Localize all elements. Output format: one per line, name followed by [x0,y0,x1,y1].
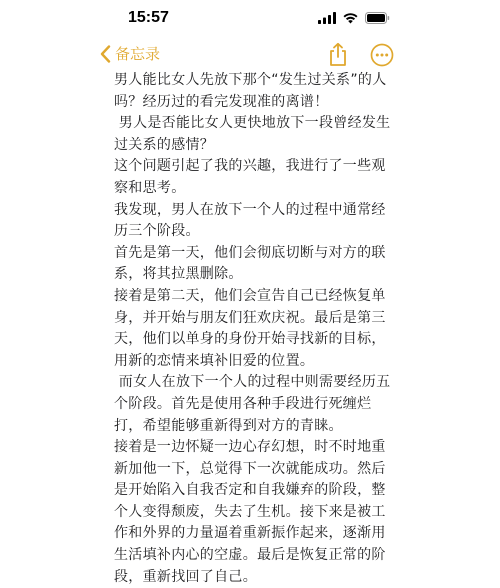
note-paragraph: 男人是否能比女人更快地放下一段曾经发生过关系的感情？ [114,115,391,153]
status-bar [0,0,500,40]
note-paragraph-title: 男人能比女人先放下那个“发生过关系”的人吗？经历过的看完发现准的离谱！ [114,72,387,110]
note-paragraph: 这个问题引起了我的兴趣，我进行了一些观察和思考。 [114,158,386,196]
note-paragraph: 接着是第二天，他们会宣告自己已经恢复单身，并开始与朋友们狂欢庆祝。最后是第三天，他们以单身的身份开始寻找新的目标，用新的恋情来填补旧爱的位置。 [114,287,386,369]
back-label: 备忘录 [115,45,161,63]
status-time: 15:57 [128,9,169,26]
note-paragraph: 我发现，男人在放下一个人的过程中通常经历三个阶段。 [114,201,386,240]
note-paragraph: 而女人在放下一个人的过程中则需要经历五个阶段。首先是使用各种手段进行死缠烂打，希望能够重新得到对方的青睐。 [114,374,391,434]
more-icon [370,43,394,67]
share-button[interactable] [327,42,349,68]
chevron-left-icon [100,45,111,63]
wifi-icon [342,12,359,24]
note-body[interactable] [114,70,397,588]
note-paragraph: 接着是一边怀疑一边心存幻想，时不时地重新加他一下，总觉得下一次就能成功。然后是开始陷入自我否定和自我嫌弃的阶段，整个人变得颓废，失去了生机。接下来是被工作和外界的力量逼着重新振作起来，逐渐用生活填补内心的空虚。最后是恢复正常的阶段，重新找回了自己。 [114,439,386,585]
battery-icon [365,12,390,24]
back-button[interactable] [100,44,160,64]
status-icons [318,12,390,24]
signal-icon [318,12,336,24]
note-paragraph: 首先是第一天，他们会彻底切断与对方的联系，将其拉黑删除。 [114,244,386,283]
share-icon [327,42,349,68]
more-button[interactable] [370,43,394,67]
nav-bar [0,40,500,70]
